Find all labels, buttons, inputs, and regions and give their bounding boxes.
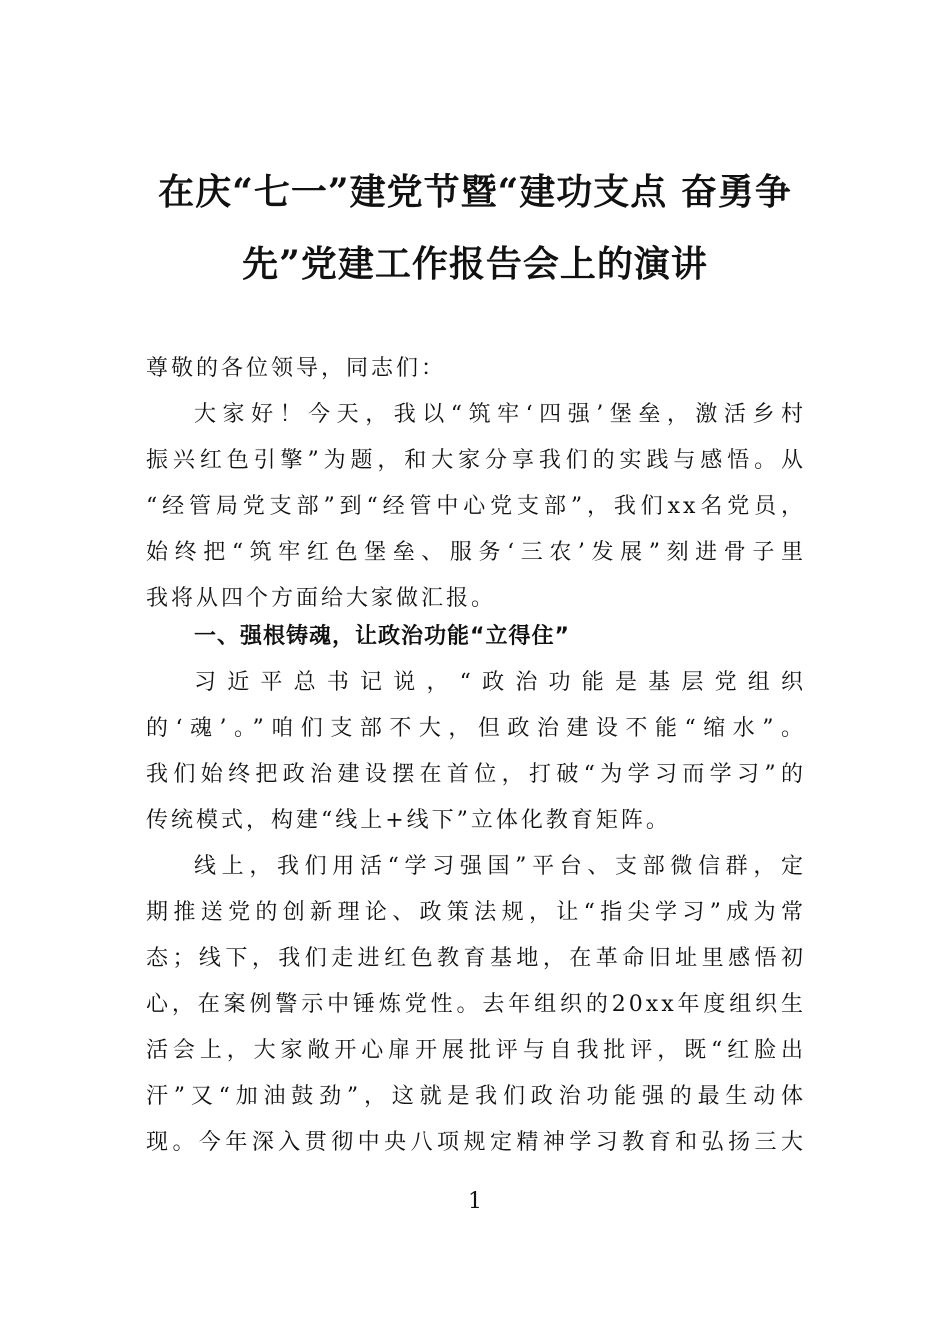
paragraph-line: 态；线下，我们走进红色教育基地，在革命旧址里感悟初: [146, 946, 806, 971]
page-number: 1: [468, 1189, 482, 1214]
salutation: 尊敬的各位领导，同志们：: [146, 356, 447, 381]
paragraph-line: 习近平总书记说，“政治功能是基层党组织: [194, 670, 806, 695]
paragraph-line: 我们始终把政治建设摆在首位，打破“为学习而学习”的: [146, 762, 806, 787]
section-heading: 一、强根铸魂，让政治功能“立得住”: [194, 624, 570, 649]
paragraph-line: 期推送党的创新理论、政策法规，让“指尖学习”成为常: [146, 900, 806, 925]
paragraph-line: 汗”又“加油鼓劲”，这就是我们政治功能强的最生动体: [146, 1084, 806, 1109]
paragraph-line: 传统模式，构建“线上+线下”立体化教育矩阵。: [146, 808, 671, 833]
paragraph-line: “经管局党支部”到“经管中心党支部”，我们xx名党员，: [146, 494, 806, 519]
paragraph-line: 心，在案例警示中锤炼党性。去年组织的20xx年度组织生: [146, 992, 806, 1017]
paragraph-line: 大家好！今天，我以“筑牢‘四强’堡垒，激活乡村: [194, 402, 806, 427]
paragraph-line: 线上，我们用活“学习强国”平台、支部微信群，定: [194, 854, 806, 879]
paragraph-line: 的‘魂’。”咱们支部不大，但政治建设不能“缩水”。: [146, 716, 806, 741]
paragraph-line: 我将从四个方面给大家做汇报。: [146, 586, 497, 611]
paragraph-line: 现。今年深入贯彻中央八项规定精神学习教育和弘扬三大: [146, 1130, 806, 1155]
document-title-line-1: 在庆“七一”建党节暨“建功支点 奋勇争: [158, 171, 792, 213]
document-title-line-2: 先”党建工作报告会上的演讲: [242, 243, 708, 285]
paragraph-line: 振兴红色引擎”为题，和大家分享我们的实践与感悟。从: [146, 448, 806, 473]
paragraph-line: 活会上，大家敞开心扉开展批评与自我批评，既“红脸出: [146, 1038, 806, 1063]
paragraph-line: 始终把“筑牢红色堡垒、服务‘三农’发展”刻进骨子里: [146, 540, 806, 565]
